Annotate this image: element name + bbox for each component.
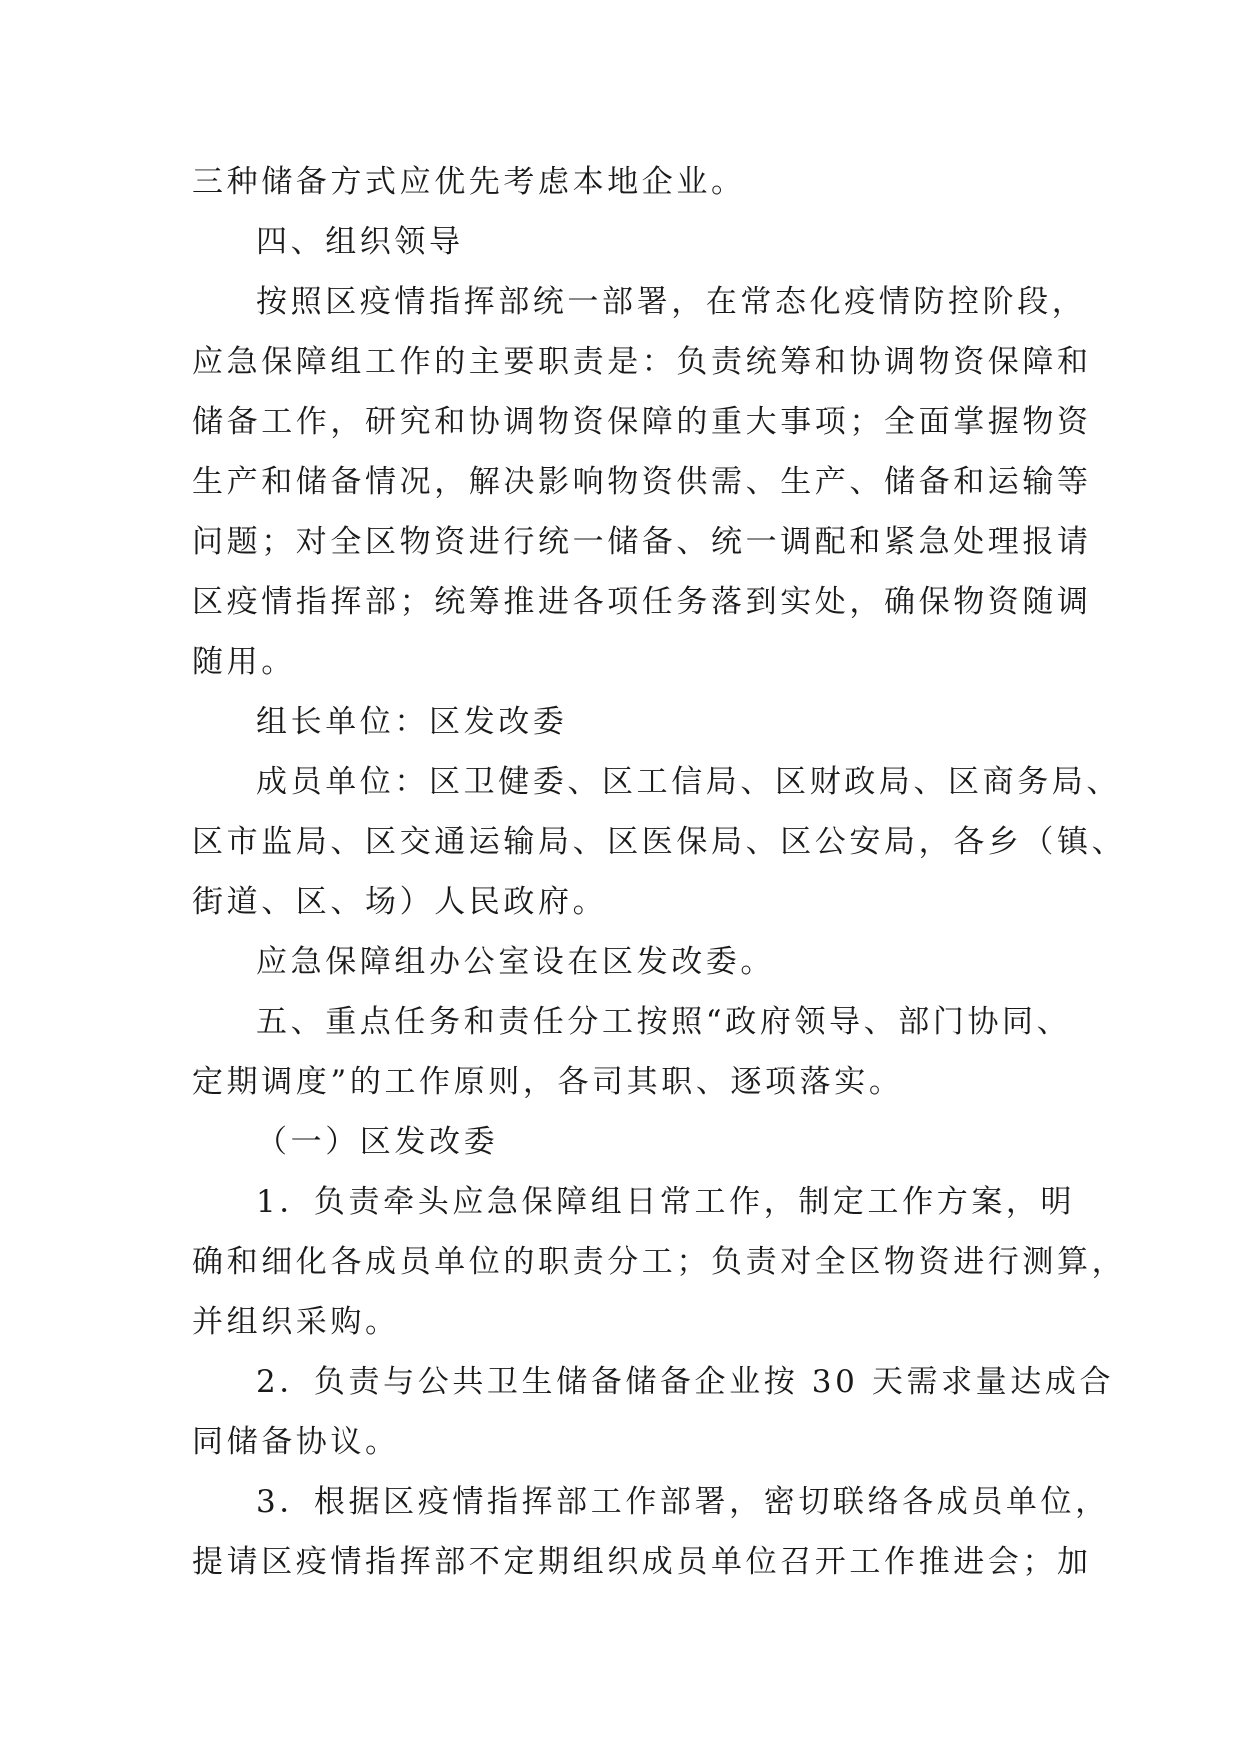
text-line: 随用。 xyxy=(192,644,296,680)
text-line: 三种储备方式应优先考虑本地企业。 xyxy=(192,164,746,200)
text-line: 同储备协议。 xyxy=(192,1424,400,1460)
text-line: 区疫情指挥部；统筹推进各项任务落到实处，确保物资随调 xyxy=(192,584,1092,620)
section-heading: 四、组织领导 xyxy=(256,224,464,260)
text-line: 成员单位：区卫健委、区工信局、区财政局、区商务局、 xyxy=(256,764,1121,800)
text-line: 生产和储备情况，解决影响物资供需、生产、储备和运输等 xyxy=(192,464,1092,500)
text-line: 问题；对全区物资进行统一储备、统一调配和紧急处理报请 xyxy=(192,524,1092,560)
text-line: 应急保障组办公室设在区发改委。 xyxy=(256,944,775,980)
text-line: 区市监局、区交通运输局、区医保局、区公安局，各乡（镇、 xyxy=(192,824,1127,860)
document-body xyxy=(192,152,1127,1592)
text-line: 组长单位：区发改委 xyxy=(256,704,568,740)
text-line: 提请区疫情指挥部不定期组织成员单位召开工作推进会；加 xyxy=(192,1544,1092,1580)
section-heading: 五、重点任务和责任分工按照“政府领导、部门协同、 xyxy=(256,1004,1072,1040)
text-line: 街道、区、场）人民政府。 xyxy=(192,884,608,920)
text-line: 按照区疫情指挥部统一部署，在常态化疫情防控阶段， xyxy=(256,284,1087,320)
list-item: 2．负责与公共卫生储备储备企业按 30 天需求量达成合 xyxy=(256,1364,1115,1400)
text-line: 定期调度”的工作原则，各司其职、逐项落实。 xyxy=(192,1064,904,1100)
list-item: 1．负责牵头应急保障组日常工作，制定工作方案，明 xyxy=(256,1184,1076,1220)
text-line: 储备工作，研究和协调物资保障的重大事项；全面掌握物资 xyxy=(192,404,1092,440)
text-line: 应急保障组工作的主要职责是：负责统筹和协调物资保障和 xyxy=(192,344,1092,380)
list-item: 3．根据区疫情指挥部工作部署，密切联络各成员单位， xyxy=(256,1484,1110,1520)
text-line: 并组织采购。 xyxy=(192,1304,400,1340)
text-line: 确和细化各成员单位的职责分工；负责对全区物资进行测算， xyxy=(192,1244,1127,1280)
subsection-heading: （一）区发改委 xyxy=(256,1124,499,1160)
